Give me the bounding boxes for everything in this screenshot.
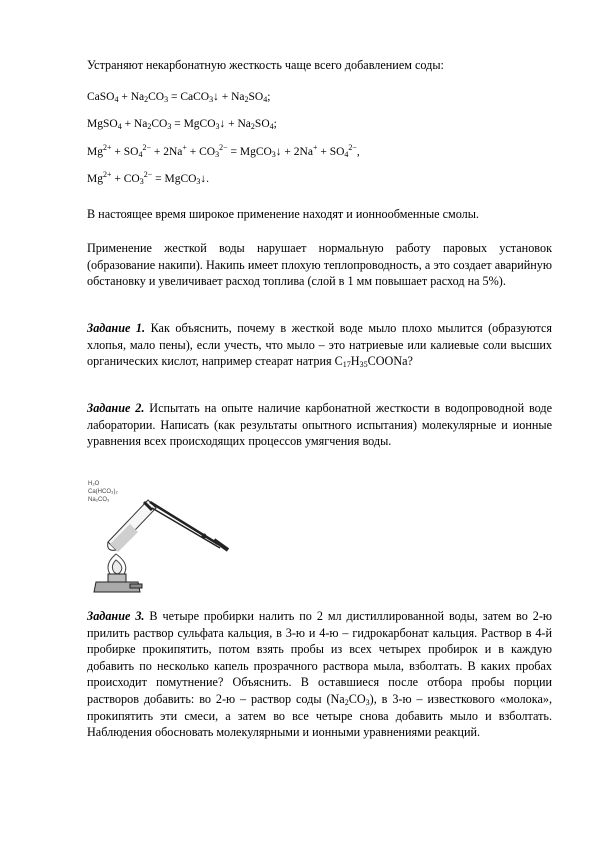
figure-label-calcium-bicarbonate: Ca(HCO₃)₂ (88, 489, 118, 495)
equation-caso4: CaSO$_4$ + $Na_2CO_3$ = CaCO$_3$↓ + $Na_2SO_4$; (87, 91, 271, 104)
lab-apparatus-figure (86, 478, 236, 594)
task-3-paragraph: Задание 3. В четыре пробирки налить по 2 мл дистиллированной воды, затем во 2-ю прилить раствор сульфата кальция, в 3-ю и 4-ю – гидрокарбонат кальция. Раствор в 4-й пробирке прокипятить, потом взять пробы из всех четырех пробирок и в каждую добавить по несколько капель прозрачного раствора мыла, взболтать. В каких пробах происходит помутнение? Объяснить. В оставшиеся после отбора пробы порции растворов добавить: во 2-ю – раствор соды $(Na_2CO_3)$, в 3-ю – известкового «молока», прокипятить эти смеси, а затем во все четыре снова добавить мыло и взболтать. Наблюдения обосновать молекулярными и ионными уравнениями реакций. (87, 609, 553, 740)
hard-water-application-paragraph: Применение жесткой воды нарушает нормальную работу паровых установок (образование накипи). Накипь имеет плохую теплопроводность, а это создает аварийную обстановку и увеличивает расход топлива (слой в 1 мм повышает расход на 5%). (87, 241, 552, 289)
figure-label-water: H₂O (88, 481, 100, 487)
intro-paragraph: Устраняют некарбонатную жесткость чаще всего добавлением соды: (87, 58, 444, 72)
equation-ionic-full: $Mg^{2+} + SO_4^{2-} + 2Na^+ + CO_3^{2-}$ = MgCO$_3$↓ + $2Na^+ + SO_4^{2-}$, (87, 143, 360, 159)
task-3-title: Задание 3. (87, 609, 145, 623)
ion-exchange-paragraph: В настоящее время широкое применение находят и ионнообменные смолы. (87, 207, 479, 221)
task-1-title: Задание 1. (87, 321, 146, 335)
equation-mgso4: MgSO$_4$ + $Na_2CO_3$ = MgCO$_3$↓ + $Na_2SO_4$; (87, 118, 277, 131)
equation-ionic-short: $Mg^{2+} + CO_3^{2-}$ = MgCO$_3$↓. (87, 170, 210, 186)
burner-icon (94, 574, 142, 592)
task-2-paragraph: Задание 2. Испытать на опыте наличие карбонатной жесткости в водопроводной воде лаборатории. Написать (как результаты опытного испытания) молекулярные и ионные уравнения всех происходящих процессов умягчения воды. (87, 401, 553, 449)
task-1-paragraph: Задание 1. Как объяснить, почему в жесткой воде мыло плохо мылится (образуются хлопья, мало пены), если учесть, что мыло – это натриевые или калиевые соли высших органических кислот, например стеарат натрия $C_{17}H_{35}COONa$? (87, 321, 553, 370)
figure-label-soda: Na₂CO₃ (88, 497, 110, 503)
test-tube-holder-icon (144, 502, 228, 550)
task-2-title: Задание 2. (87, 401, 145, 415)
